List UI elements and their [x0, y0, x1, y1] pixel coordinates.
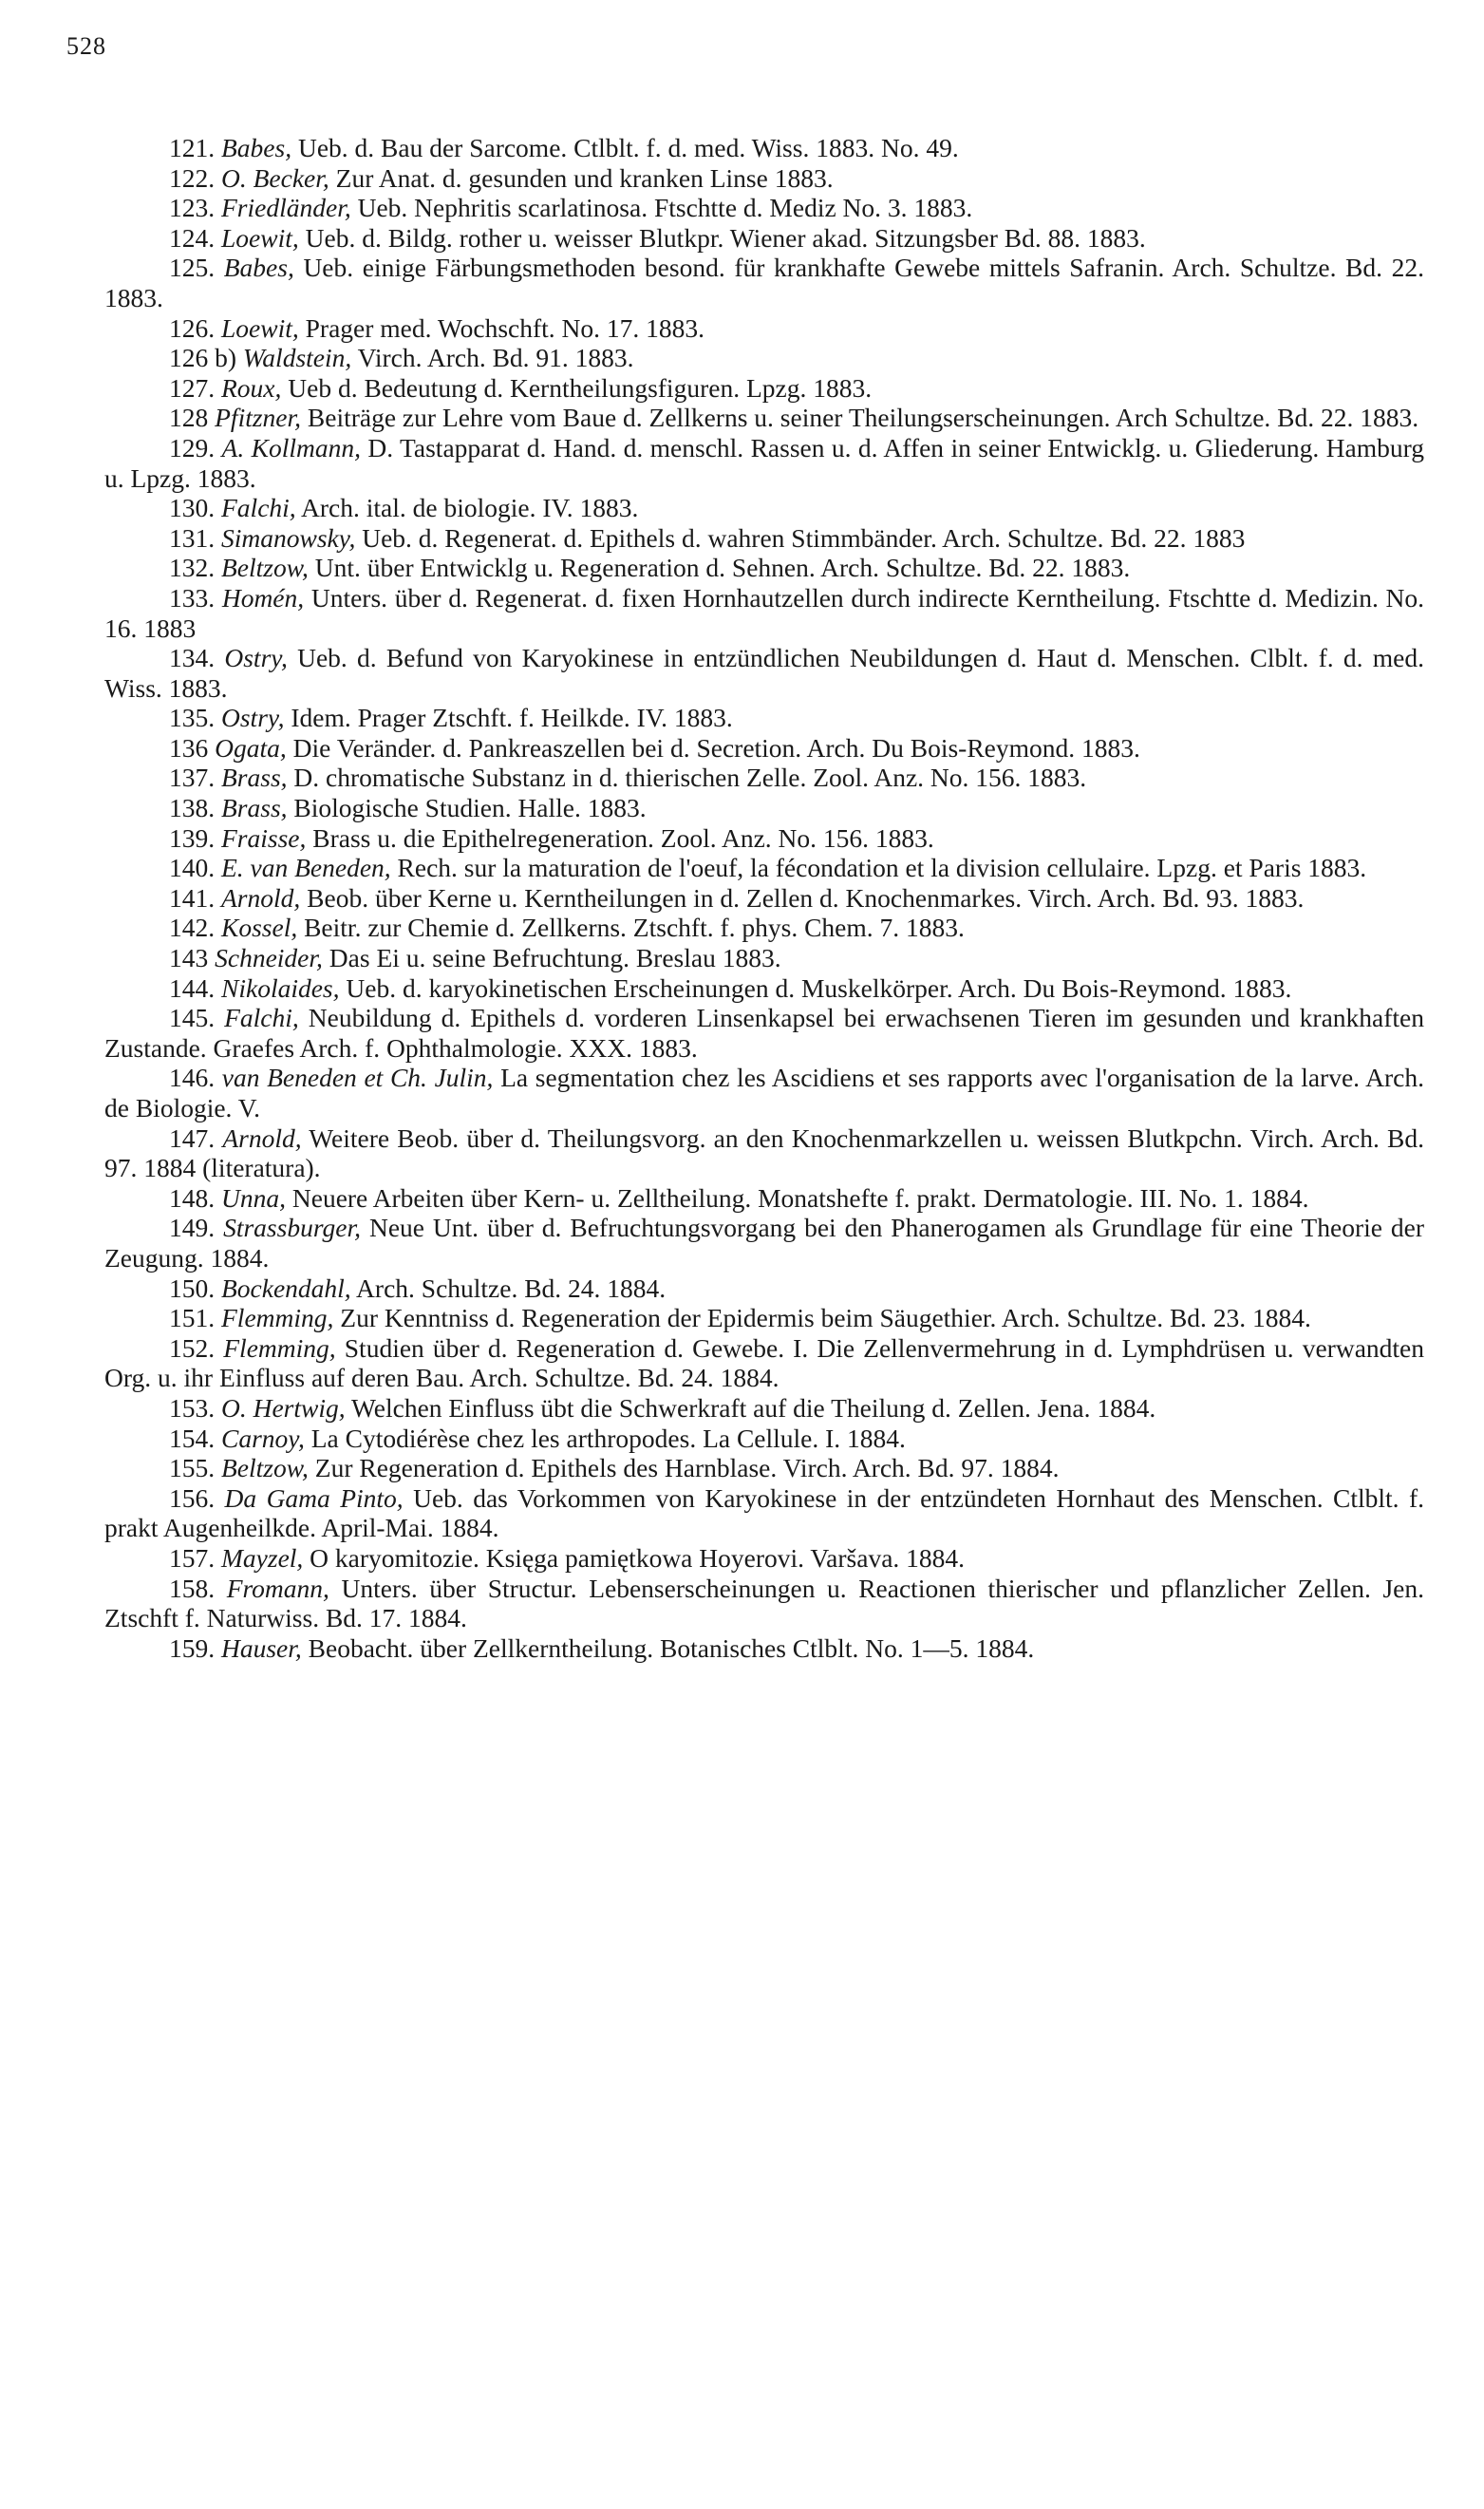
reference-text: Unt. über Entwicklg u. Regeneration d. Sehnen. Arch. Schultze. Bd. 22. 1883. [314, 553, 1131, 583]
reference-entry [104, 913, 1424, 943]
reference-entry [104, 493, 1424, 523]
reference-number: 140. [169, 853, 216, 883]
reference-author: O. Hertwig, [221, 1392, 346, 1423]
reference-text: Ueb d. Bedeutung d. Kerntheilungsfiguren. Lpzg. 1883. [288, 372, 873, 403]
reference-number: 147. [169, 1122, 216, 1153]
reference-text: Brass u. die Epithelregeneration. Zool. Anz. No. 156. 1883. [312, 822, 934, 853]
reference-entry [104, 373, 1424, 404]
reference-author: Unna, [221, 1182, 286, 1213]
reference-text: Ueb. d. Bau der Sarcome. Ctlblt. f. d. med. Wiss. 1883. No. 49. [297, 133, 959, 162]
reference-text: Beitr. zur Chemie d. Zellkerns. Ztschft. f. phys. Chem. 7. 1883. [304, 913, 965, 943]
reference-number: 125. [169, 253, 216, 283]
reference-text: Prager med. Wochschft. No. 17. 1883. [305, 312, 705, 343]
reference-text: Die Veränder. d. Pankreaszellen bei d. Secretion. Arch. Du Bois-Reymond. 1883. [292, 732, 1140, 763]
reference-author: O. Becker, [221, 162, 329, 193]
reference-number: 129. [169, 432, 216, 462]
reference-entry [104, 793, 1424, 823]
reference-text: Neuere Arbeiten über Kern- u. Zelltheilung. Monatshefte f. prakt. Dermatologie. III. No. 1. 1884. [291, 1182, 1309, 1213]
reference-author: Ostry, [221, 703, 285, 733]
reference-entry [104, 253, 1424, 312]
reference-number: 137. [169, 763, 216, 793]
reference-author: Kossel, [221, 913, 298, 943]
reference-number: 156. [169, 1482, 216, 1513]
reference-author: Loewit, [221, 312, 299, 343]
reference-author: Arnold, [221, 882, 301, 913]
reference-entry [104, 1123, 1424, 1183]
reference-number: 158. [169, 1573, 216, 1603]
reference-author: Brass, [221, 763, 288, 793]
reference-entry [104, 703, 1424, 733]
reference-entry [104, 1483, 1424, 1543]
reference-entry [104, 163, 1424, 194]
reference-author: A. Kollmann, [221, 432, 361, 462]
reference-author: Friedländer, [221, 193, 351, 223]
reference-entry [104, 1453, 1424, 1483]
reference-entry [104, 1273, 1424, 1304]
reference-text: Welchen Einfluss übt die Schwerkraft auf die Theilung d. Zellen. Jena. 1884. [351, 1392, 1156, 1423]
reference-entry [104, 943, 1424, 973]
reference-text: Rech. sur la maturation de l'oeuf, la fécondation et la division cellulaire. Lpzg. et Paris 1883. [397, 853, 1367, 883]
reference-text: Idem. Prager Ztschft. f. Heilkde. IV. 1883. [291, 703, 733, 733]
reference-text: Ueb. d. karyokinetischen Erscheinungen d. Muskelkörper. Arch. Du Bois-Reymond. 1883. [346, 972, 1292, 1003]
reference-entry [104, 823, 1424, 854]
reference-entry [104, 763, 1424, 793]
reference-author: Simanowsky, [221, 522, 356, 553]
reference-text: Arch. Schultze. Bd. 24. 1884. [356, 1273, 667, 1303]
reference-entry [104, 1333, 1424, 1393]
reference-author: Da Gama Pinto, [224, 1482, 404, 1513]
reference-number: 128 [169, 403, 209, 433]
reference-entry [104, 583, 1424, 643]
reference-number: 127. [169, 372, 216, 403]
reference-text: Ueb. einige Färbungsmethoden besond. für krankhafte Gewebe mittels Safranin. Arch. Schultze. Bd. 22. 1883. [104, 253, 1424, 312]
reference-number: 143 [169, 943, 209, 973]
reference-entry [104, 643, 1424, 703]
reference-number: 159. [169, 1632, 216, 1663]
reference-text: Beob. über Kerne u. Kerntheilungen in d. Zellen d. Knochenmarkes. Virch. Arch. Bd. 93. 1883. [307, 882, 1305, 913]
reference-author: Mayzel, [221, 1542, 304, 1573]
reference-entry [104, 1543, 1424, 1574]
reference-entry [104, 853, 1424, 883]
page-number: 528 [66, 32, 106, 60]
reference-author: Fraisse, [221, 822, 307, 853]
reference-author: Brass, [221, 793, 288, 823]
reference-author: Falchi, [224, 1003, 299, 1033]
reference-text: Ueb. d. Regenerat. d. Epithels d. wahren Stimmbänder. Arch. Schultze. Bd. 22. 1883 [362, 522, 1246, 553]
reference-text: Beobacht. über Zellkerntheilung. Botanisches Ctlblt. No. 1—5. 1884. [308, 1632, 1035, 1663]
reference-text: D. Tastapparat d. Hand. d. menschl. Rassen u. d. Affen in seiner Entwicklg. u. Gliederung. Hamburg u. Lpzg. 1883. [104, 432, 1425, 493]
reference-author: Flemming, [221, 1303, 334, 1333]
reference-entry [104, 883, 1424, 914]
reference-text: O karyomitozie. Księga pamiętkowa Hoyerovi. Varšava. 1884. [310, 1542, 966, 1573]
reference-author: Falchi, [221, 493, 296, 523]
reference-author: Waldstein, [242, 343, 352, 373]
reference-number: 154. [169, 1423, 216, 1453]
reference-entry [104, 1303, 1424, 1333]
reference-entry [104, 1213, 1424, 1273]
reference-entry [104, 313, 1424, 344]
reference-text: Virch. Arch. Bd. 91. 1883. [357, 343, 634, 373]
reference-number: 145. [169, 1003, 216, 1033]
reference-number: 130. [169, 493, 216, 523]
reference-number: 126 b) [169, 343, 237, 373]
reference-entry [104, 1574, 1424, 1633]
reference-text: Unters. über d. Regenerat. d. fixen Hornhautzellen durch indirecte Kerntheilung. Ftschtte d. Medizin. No. 16. 1883 [104, 582, 1425, 643]
reference-entry [104, 1063, 1424, 1122]
reference-author: Loewit, [221, 222, 299, 253]
reference-number: 152. [169, 1332, 216, 1363]
reference-author: Homén, [221, 582, 305, 613]
reference-author: Flemming, [223, 1332, 336, 1363]
reference-author: E. van Beneden, [221, 853, 391, 883]
reference-text: Weitere Beob. über d. Theilungsvorg. an den Knochenmarkzellen u. weissen Blutkpchn. Virch. Arch. Bd. 97. 1884 (literatura). [104, 1122, 1424, 1183]
reference-number: 134. [169, 643, 216, 673]
reference-number: 148. [169, 1182, 216, 1213]
reference-number: 146. [169, 1063, 216, 1093]
reference-entry [104, 1633, 1424, 1664]
reference-text: Ueb. Nephritis scarlatinosa. Ftschtte d. Mediz No. 3. 1883. [357, 193, 973, 223]
reference-entry [104, 733, 1424, 764]
reference-text: La Cytodiérèse chez les arthropodes. La Cellule. I. 1884. [310, 1423, 906, 1453]
reference-number: 157. [169, 1542, 216, 1573]
reference-author: Babes, [221, 133, 292, 162]
reference-number: 131. [169, 522, 216, 553]
reference-author: Schneider, [215, 943, 323, 973]
reference-text: Zur Regeneration d. Epithels des Harnblase. Virch. Arch. Bd. 97. 1884. [314, 1453, 1060, 1483]
reference-text: Unters. über Structur. Lebenserscheinungen u. Reactionen thierischer und pflanzlicher Zellen. Jen. Ztschft f. Naturwiss. Bd. 17. 1884. [104, 1573, 1425, 1633]
reference-text: Neubildung d. Epithels d. vorderen Linsenkapsel bei erwachsenen Tieren im gesunden und krankhaften Zustande. Graefes Arch. f. Ophthalmologie. XXX. 1883. [104, 1003, 1424, 1063]
reference-number: 122. [169, 162, 216, 193]
reference-entry [104, 403, 1424, 433]
reference-author: Hauser, [221, 1632, 302, 1663]
reference-author: Roux, [221, 372, 282, 403]
reference-entry [104, 973, 1424, 1004]
reference-number: 133. [169, 582, 216, 613]
reference-number: 141. [169, 882, 216, 913]
reference-number: 136 [169, 732, 209, 763]
reference-author: Strassburger, [223, 1213, 361, 1243]
reference-entry [104, 193, 1424, 223]
reference-author: Bockendahl, [221, 1273, 351, 1303]
reference-text: La segmentation chez les Ascidiens et ses rapports avec l'organisation de la larve. Arch. de Biologie. V. [104, 1063, 1425, 1122]
reference-number: 138. [169, 793, 216, 823]
reference-author: Nikolaides, [221, 972, 340, 1003]
reference-number: 121. [169, 133, 216, 162]
reference-number: 139. [169, 822, 216, 853]
reference-text: Biologische Studien. Halle. 1883. [293, 793, 647, 823]
reference-author: Ostry, [224, 643, 288, 673]
reference-number: 155. [169, 1453, 216, 1483]
reference-author: Beltzow, [221, 553, 309, 583]
reference-text: Neue Unt. über d. Befruchtungsvorgang bei den Phanerogamen als Grundlage für eine Theorie der Zeugung. 1884. [104, 1213, 1425, 1273]
reference-text: D. chromatische Substanz in d. thierischen Zelle. Zool. Anz. No. 156. 1883. [293, 763, 1087, 793]
reference-entry [104, 1424, 1424, 1454]
reference-number: 124. [169, 222, 216, 253]
reference-entry [104, 1393, 1424, 1424]
reference-author: Carnoy, [221, 1423, 305, 1453]
reference-list [104, 133, 1424, 1663]
reference-author: Fromann, [226, 1573, 329, 1603]
reference-entry [104, 1183, 1424, 1214]
reference-entry [104, 433, 1424, 493]
reference-number: 144. [169, 972, 216, 1003]
reference-text: Studien über d. Regeneration d. Gewebe. I. Die Zellenvermehrung in d. Lymphdrüsen u. verwandten Org. u. ihr Einfluss auf deren Bau. Arch. Schultze. Bd. 24. 1884. [104, 1332, 1425, 1393]
reference-number: 150. [169, 1273, 216, 1303]
reference-text: Beiträge zur Lehre vom Baue d. Zellkerns u. seiner Theilungserscheinungen. Arch Schultze. Bd. 22. 1883. [307, 403, 1419, 433]
reference-entry [104, 523, 1424, 554]
reference-author: Pfitzner, [215, 403, 302, 433]
reference-number: 132. [169, 553, 216, 583]
reference-number: 142. [169, 913, 216, 943]
reference-entry [104, 223, 1424, 254]
reference-text: Arch. ital. de biologie. IV. 1883. [301, 493, 639, 523]
reference-number: 135. [169, 703, 216, 733]
reference-text: Zur Kenntniss d. Regeneration der Epidermis beim Säugethier. Arch. Schultze. Bd. 23. 1884. [340, 1303, 1311, 1333]
reference-text: Ueb. d. Befund von Karyokinese in entzündlichen Neubildungen d. Haut d. Menschen. Clblt. f. d. med. Wiss. 1883. [104, 643, 1425, 703]
reference-entry [104, 1003, 1424, 1063]
reference-author: Babes, [223, 253, 294, 283]
reference-author: Beltzow, [221, 1453, 309, 1483]
reference-author: Ogata, [215, 732, 287, 763]
reference-text: Ueb. das Vorkommen von Karyokinese in der entzündeten Hornhaut des Menschen. Ctlblt. f. prakt Augenheilkde. April-Mai. 1884. [104, 1482, 1424, 1543]
reference-number: 126. [169, 312, 216, 343]
reference-author: Arnold, [222, 1122, 302, 1153]
reference-number: 123. [169, 193, 216, 223]
reference-number: 153. [169, 1392, 216, 1423]
reference-author: van Beneden et Ch. Julin, [221, 1063, 494, 1093]
reference-text: Das Ei u. seine Befruchtung. Breslau 1883. [329, 943, 781, 973]
reference-number: 149. [169, 1213, 216, 1243]
reference-text: Zur Anat. d. gesunden und kranken Linse 1883. [335, 162, 834, 193]
reference-entry [104, 343, 1424, 373]
reference-text: Ueb. d. Bildg. rother u. weisser Blutkpr. Wiener akad. Sitzungsber Bd. 88. 1883. [305, 222, 1146, 253]
reference-entry [104, 553, 1424, 583]
reference-number: 151. [169, 1303, 216, 1333]
reference-entry [104, 133, 1424, 163]
